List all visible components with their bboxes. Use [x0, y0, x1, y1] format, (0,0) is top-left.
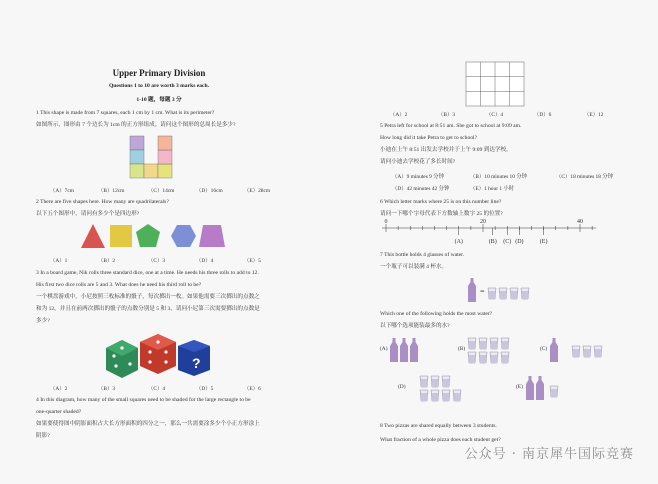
svg-text:?: ? [192, 355, 201, 371]
q3-text-cn-1: 一个棋盘游戏中，小尼按照三枚标准的骰子，每次掷出一枚。如果他需要三次掷出的点数之 [36, 294, 260, 300]
q7-option-label-3[interactable]: (D) [398, 384, 406, 390]
red-die [140, 334, 176, 374]
square-shape [110, 225, 132, 247]
q1-option-a[interactable]: （A）7cm [50, 188, 74, 194]
q5-option-b[interactable]: （B）10 minutes 10 分钟 [470, 174, 528, 180]
q1-square [130, 150, 144, 164]
blue-die [178, 340, 210, 376]
q3-option-a[interactable]: （A）2 [50, 386, 68, 392]
q3-text-1: 3 In a board game, Nik rolls three standard dice, one at a time. He needs his three rolls to add to 12. [36, 270, 259, 276]
number-line-letter-4: (E) [539, 239, 548, 245]
q3-text-cn-2: 和为 12，并且在前两次掷出的骰子的点数分别是 5 和 3，请问小尼第三次需要掷出的点数是 [36, 306, 260, 312]
q1-text-cn: 如图所示，图形由 7 个边长为 1cm 的正方形组成。请问这个图形的总周长是多少? [36, 122, 236, 128]
glass-icon [490, 352, 498, 363]
q3-option-b[interactable]: （B）3 [98, 386, 116, 392]
equals-sign: = [480, 287, 485, 296]
q7-text: 7 This bottle holds 4 glasses of water. [380, 252, 465, 258]
glass-icon [453, 390, 461, 401]
number-line-letter-0: (A) [454, 239, 463, 245]
q1-shape [130, 136, 178, 180]
q4-grid [466, 62, 524, 106]
q8-question: What fraction of a whole pizza does each student get? [380, 437, 501, 443]
glass-icon [499, 288, 507, 299]
glass-icon [468, 338, 476, 349]
glass-icon [490, 338, 498, 349]
glass-icon [488, 288, 496, 299]
q1-option-d[interactable]: （D）16cm [196, 188, 223, 194]
bottle-icon [536, 376, 544, 400]
q2-text: 2 There are five shapes here. How many are quadrilaterals? [36, 199, 169, 205]
q7-option-label-2[interactable]: (C) [540, 346, 548, 352]
number-line-letter-2: (C) [503, 239, 512, 245]
q4-text-cn-2: 阴影? [36, 433, 50, 439]
q1-option-c[interactable]: （C）14cm [148, 188, 175, 194]
glass-icon [468, 352, 476, 363]
q2-option-c[interactable]: （C）3 [148, 258, 166, 264]
q5-option-a[interactable]: （A）9 minutes 9 分钟 [392, 174, 444, 180]
q5-option-d[interactable]: （D）42 minutes 42 分钟 [392, 186, 450, 192]
q2-option-a[interactable]: （A）1 [50, 258, 68, 264]
q5-option-c[interactable]: （C）18 minutes 18 分钟 [556, 174, 614, 180]
q7-option-label-4[interactable]: (E) [516, 384, 523, 390]
glass-icon [501, 338, 509, 349]
glass-icon [431, 390, 439, 401]
glass-icon [479, 338, 487, 349]
q4-option-e[interactable]: （E）12 [584, 112, 604, 118]
hexagon-shape [171, 225, 196, 247]
q2-shapes [80, 223, 230, 249]
glass-icon [420, 376, 428, 387]
q4-text-2: one-quarter shaded? [36, 409, 82, 415]
q4-option-a[interactable]: （A）2 [390, 112, 408, 118]
q3-dice [104, 334, 214, 378]
q7-example-figure [466, 276, 536, 306]
number-line-letter-1: (B) [488, 239, 497, 245]
q6-number-line [380, 220, 602, 250]
q1-square [144, 164, 158, 178]
number-line-letter-3: (D) [515, 239, 524, 245]
q7-option-figure-2 [550, 336, 610, 366]
green-die [106, 340, 138, 378]
q1-text: 1 This shape is made from 7 squares, each 1 cm by 1 cm. What is its perimeter? [36, 110, 215, 116]
q3-option-c[interactable]: （C）4 [148, 386, 166, 392]
q1-square [158, 150, 172, 164]
q5-text-1: 5 Petra left for school at 8:51 am. She got to school at 9:09 am. [380, 123, 522, 129]
glass-icon [501, 352, 509, 363]
bottle-icon [390, 338, 398, 362]
q3-text-cn-3: 多少? [36, 318, 50, 324]
glass-icon [420, 390, 428, 401]
watermark: 公众号 · 南京犀牛国际竞赛 [464, 447, 634, 462]
q6-text: 6 Which letter marks where 25 is on this number line? [380, 199, 502, 205]
glass-icon [431, 376, 439, 387]
q2-option-d[interactable]: （D）4 [196, 258, 214, 264]
q5-option-e[interactable]: （E）1 hour 1 小时 [470, 186, 515, 192]
glass-icon [550, 386, 558, 397]
section-subtitle-cn: 1-10 题，每题 3 分 [136, 97, 182, 103]
q3-option-d[interactable]: （D）5 [196, 386, 214, 392]
q1-option-b[interactable]: （B）12cm [98, 188, 125, 194]
q1-square [158, 136, 172, 150]
bottle-icon [526, 376, 534, 400]
q2-option-e[interactable]: （E）5 [244, 258, 261, 264]
number-line-tick-label: 0 [384, 219, 388, 225]
number-line-tick-label: 40 [577, 219, 583, 225]
q8-text: 8 Two pizzas are shared equally between 3 students. [380, 423, 497, 429]
bottle-icon [410, 338, 418, 362]
q2-text-cn: 以下五个图形中，请问有多少个是四边形? [36, 211, 140, 217]
q7-option-figure-4 [526, 374, 586, 404]
q1-square [130, 164, 144, 178]
q1-option-e[interactable]: （E）28cm [244, 188, 271, 194]
glass-icon [442, 390, 450, 401]
glass-icon [479, 352, 487, 363]
q7-question: Which one of the following holds the most water? [380, 311, 493, 317]
q4-option-d[interactable]: （D）6 [534, 112, 552, 118]
trapezoid-shape [199, 225, 225, 247]
bottle-icon [468, 278, 476, 302]
section-subtitle: Questions 1 to 10 are worth 3 marks each. [108, 83, 210, 89]
q5-text-2: How long did it take Petra to get to school? [380, 135, 478, 141]
glass-icon [442, 376, 450, 387]
number-line-tick-label: 20 [480, 219, 486, 225]
q7-option-label-0[interactable]: (A) [380, 346, 388, 352]
bottle-icon [400, 338, 408, 362]
q4-text-1: 4 In this diagram, how many of the small squares need to be shaded for the large rectangle to be [36, 397, 251, 403]
q5-text-cn-2: 请问小迪去学校花了多长时间? [380, 159, 456, 165]
triangle-shape [81, 224, 105, 248]
q1-square [158, 164, 172, 178]
pentagon-shape [136, 224, 160, 247]
q4-option-c[interactable]: （C）4 [486, 112, 504, 118]
q5-text-cn-1: 小迪在上午 8:51 出发去学校并于上午 9:09 到达学校。 [380, 147, 512, 153]
q3-text-2: His first two dice rolls are 5 and 3. What does he need his third roll to be? [36, 282, 202, 288]
glass-icon [510, 288, 518, 299]
page-title: Upper Primary Division [112, 68, 206, 78]
q1-square [130, 136, 144, 150]
bottle-icon [550, 338, 558, 362]
q7-text-cn: 一个瓶子可以装满 4 杯水。 [380, 264, 448, 270]
q7-option-figure-3 [408, 374, 468, 414]
glass-icon [521, 288, 529, 299]
glass-icon [572, 346, 580, 357]
q4-option-b[interactable]: （B）3 [438, 112, 456, 118]
q7-option-figure-1 [468, 336, 528, 376]
q3-option-e[interactable]: （E）6 [244, 386, 261, 392]
q2-option-b[interactable]: （B）2 [98, 258, 116, 264]
q7-question-cn: 以下哪个选项能装最多的水? [380, 323, 450, 329]
q7-option-figure-0 [390, 336, 438, 364]
q7-option-label-1[interactable]: (B) [458, 346, 466, 352]
q4-text-cn-1: 如果要使得图中阴影面积占大长方形面积的四分之一，那么一共需要涂多少个小正方形涂上 [36, 421, 260, 427]
glass-icon [594, 346, 602, 357]
glass-icon [583, 346, 591, 357]
q6-text-cn: 请问一下哪个字母代表下方数轴上数字 25 的位置? [380, 211, 503, 217]
